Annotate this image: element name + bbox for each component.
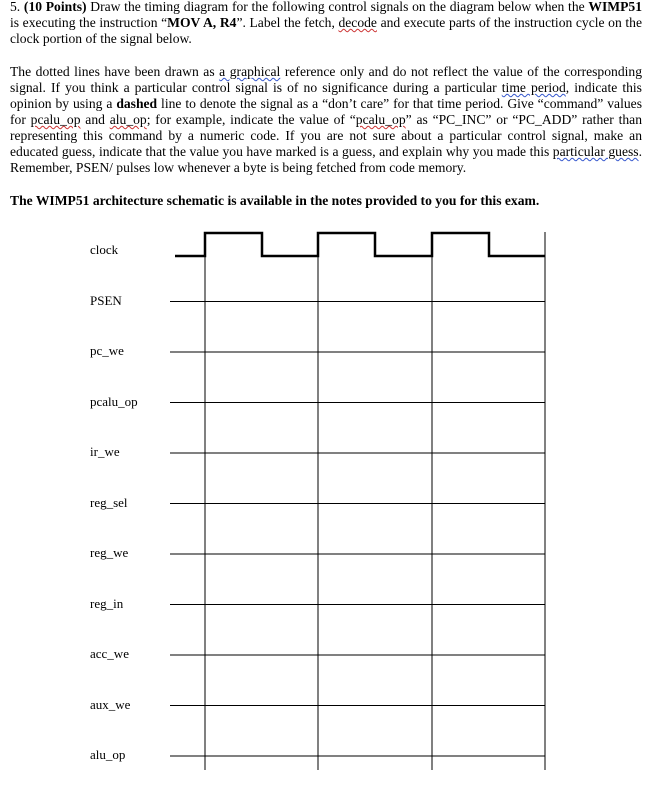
signal-label-reg-sel: reg_sel [90,494,128,510]
reference-note: The WIMP51 architecture schematic is available in the notes provided to you for this exam. [10,193,540,208]
question-points: (10 Points) [23,0,87,14]
signal-label-pc-we: pc_we [90,343,124,358]
spellcheck-word: pcalu_op [30,112,81,127]
paragraph-text: and [80,112,110,127]
question-number: 5. [10,0,21,14]
question-text: and execute parts of the instruction cycle on the clock portion of the signal below. [10,15,643,46]
grammar-flag: time period [501,80,566,95]
signal-label-ir-we: ir_we [90,444,120,459]
architecture-name: WIMP51 [588,0,642,14]
signal-label-psen: PSEN [90,292,122,308]
clock-waveform [175,233,545,256]
signal-label-acc-we: acc_we [90,646,129,661]
question-text: ”. Label the fetch, [236,15,339,30]
paragraph-text: never a byte is being fetched from code memory. [200,160,467,175]
paragraph-text: The dotted lines have been drawn as [10,64,220,79]
spellcheck-word: alu_op [109,112,147,127]
paragraph-text: line to denote the signal as a “don’t care” for that time period. Give “command” values for [10,96,642,127]
spellcheck-word: pcalu_op [355,112,406,127]
signal-label-alu-op: alu_op [90,747,126,762]
instruction-text: MOV A, R4 [167,15,237,30]
paragraph-text: ; for example, indicate the value of “ [146,112,356,127]
signal-label-clock: clock [90,242,119,257]
paragraph-text: . Remember, PSEN/ pulses low wh [10,144,642,175]
grammar-flag: a graphical [219,64,281,79]
paragraph-text: ” as “PC_INC” or “PC_ADD” rather than representing this command by a numeric code. If you are not sure about a particular control signal, make an educated guess, indicate that the value you have marked is a guess, and explain why you made this [10,112,643,159]
spellcheck-word: decode [338,15,377,30]
dashed-emphasis: dashed [116,96,158,111]
text-cursor-char[interactable]: e [194,160,201,175]
question-text: Draw the timing diagram for the following control signals on the diagram below when the [86,0,589,14]
signal-label-aux-we: aux_we [90,696,131,712]
signal-label-reg-in: reg_in [90,595,124,611]
paragraph-text: , indicate this opinion by using a [10,80,642,111]
question-text: is executing the instruction “ [10,15,168,30]
signal-label-reg-we: reg_we [90,545,129,560]
signal-label-pcalu-op: pcalu_op [90,393,138,409]
grammar-flag: particular guess [552,144,639,159]
paragraph-text: reference only and do not reflect the value of the corresponding signal. If you think a particular control signal is of no significance during a particular [10,64,642,95]
